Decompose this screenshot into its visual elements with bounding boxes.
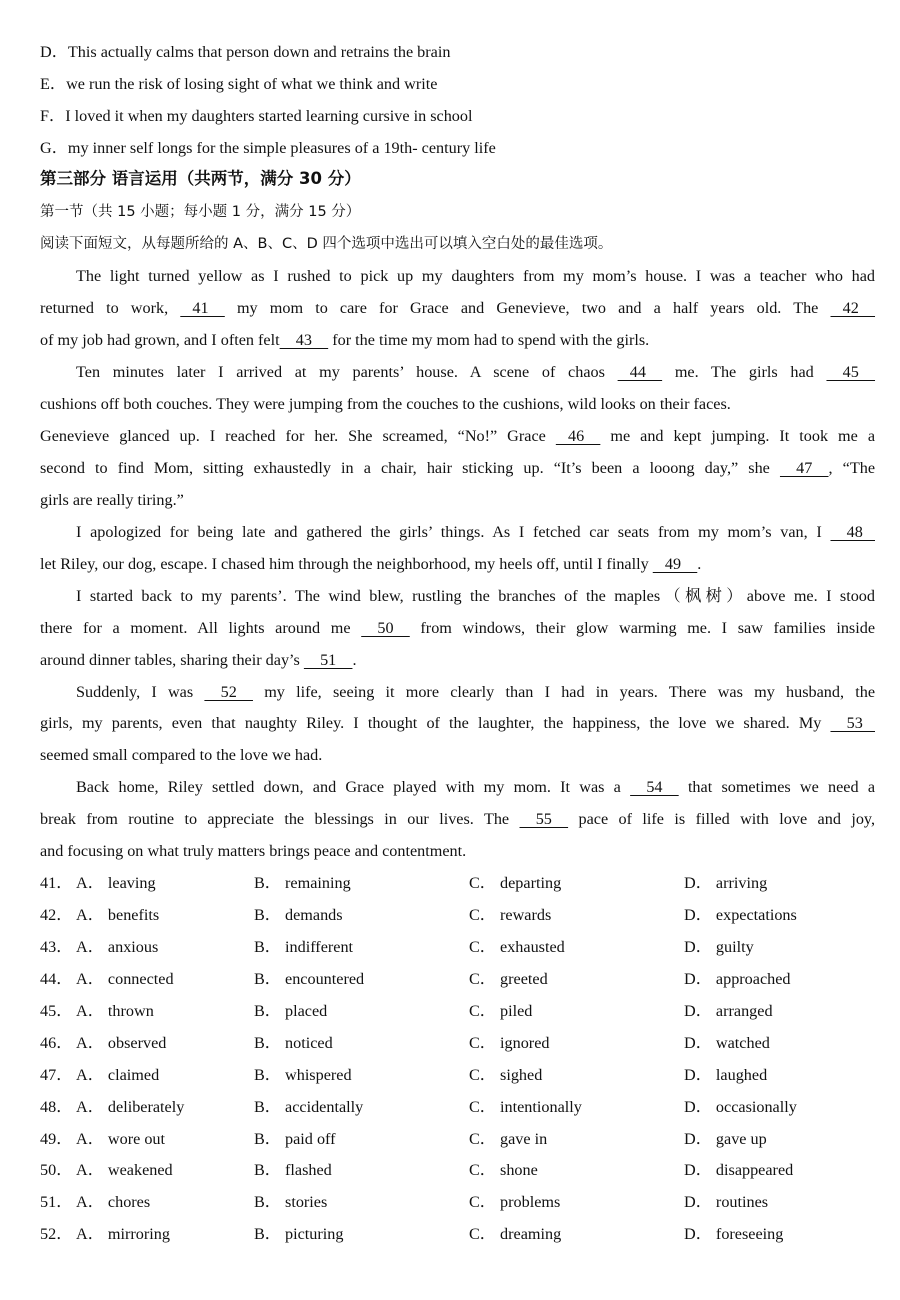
question-44: 44． A． connected B． encountered C． greeted D． approached — [40, 970, 791, 988]
question-51: 51． A． chores B． stories C． problems D． routines — [40, 1193, 769, 1211]
passage-line: Back home, Riley settled down, and Grace played with my mom. It was a 54 that sometimes we need a — [76, 778, 876, 796]
section1-heading: 第一节（共 15 小题；每小题 1 分，满分 15 分） — [40, 204, 361, 220]
passage-line: let Riley, our dog, escape. I chased him through the neighborhood, my heels off, until I finally 49 . — [40, 555, 702, 573]
question-45: 45． A． thrown B． placed C． piled D． arranged — [40, 1002, 773, 1020]
blank-46: 46 — [555, 427, 601, 445]
blank-47: 47 — [779, 459, 829, 477]
blank-53: 53 — [830, 714, 875, 732]
question-47: 47． A． claimed B． whispered C． sighed D． laughed — [40, 1066, 768, 1084]
passage-line: girls are really tiring.” — [40, 491, 184, 509]
blank-42: 42 — [830, 299, 876, 317]
passage-line: of my job had grown, and I often felt 43 for the time my mom had to spend with the girls. — [40, 331, 650, 349]
question-50: 50． A． weakened B． flashed C． shone D． disappeared — [40, 1161, 794, 1179]
passage-line: I started back to my parents’. The wind blew, rustling the branches of the maples（枫树）above me. I stood — [76, 587, 875, 605]
directions: 阅读下面短文，从每题所给的 A、B、C、D 四个选项中选出可以填入空白处的最佳选项。 — [40, 236, 613, 252]
blank-45: 45 — [826, 363, 876, 381]
blank-43: 43 — [279, 331, 329, 349]
option-e: E．we run the risk of losing sight of what we think and write — [40, 75, 438, 93]
option-d: D．This actually calms that person down and retrains the brain — [40, 43, 451, 61]
question-42: 42． A． benefits B． demands C． rewards D． expectations — [40, 906, 797, 924]
passage-line: and focusing on what truly matters brings peace and contentment. — [40, 842, 467, 860]
question-46: 46． A． observed B． noticed C． ignored D． watched — [40, 1034, 770, 1052]
passage-line: I apologized for being late and gathered the girls’ things. As I fetched car seats from my mom’s van, I 48 — [76, 523, 875, 541]
blank-44: 44 — [617, 363, 663, 381]
passage-line: seemed small compared to the love we had. — [40, 746, 323, 764]
passage-line: girls, my parents, even that naughty Riley. I thought of the laughter, the happiness, the love we shared. My 53 — [40, 714, 875, 732]
part3-heading: 第三部分 语言运用（共两节，满分 30 分） — [40, 169, 361, 188]
passage-line: Suddenly, I was 52 my life, seeing it more clearly than I had in years. There was my husband, the — [76, 683, 876, 701]
blank-51: 51 — [303, 651, 353, 669]
question-43: 43． A． anxious B． indifferent C． exhausted D． guilty — [40, 938, 754, 956]
passage-line: Genevieve glanced up. I reached for her. She screamed, “No!” Grace 46 me and kept jumping. It took me a — [40, 427, 876, 445]
question-49: 49． A． wore out B． paid off C． gave in D． gave up — [40, 1130, 767, 1148]
passage-line: break from routine to appreciate the blessings in our lives. The 55 pace of life is filled with love and joy, — [40, 810, 876, 828]
option-g: G．my inner self longs for the simple pleasures of a 19th- century life — [40, 139, 496, 157]
passage-line: Ten minutes later I arrived at my parents’ house. A scene of chaos 44 me. The girls had 45 — [76, 363, 876, 381]
blank-41: 41 — [180, 299, 225, 317]
passage-line: The light turned yellow as I rushed to pick up my daughters from my mom’s house. I was a teacher who had — [76, 267, 875, 285]
passage-line: second to find Mom, sitting exhaustedly in a chair, hair sticking up. “It’s been a looong day,” she 47 , “The — [40, 459, 875, 477]
passage-line: there for a moment. All lights around me 50 from windows, their glow warming me. I saw families inside — [40, 619, 876, 637]
blank-52: 52 — [204, 683, 253, 701]
question-52: 52． A． mirroring B． picturing C． dreaming D． foreseeing — [40, 1225, 784, 1243]
passage-line: cushions off both couches. They were jumping from the couches to the cushions, wild looks on their faces. — [40, 395, 731, 413]
blank-54: 54 — [630, 778, 679, 796]
blank-55: 55 — [519, 810, 569, 828]
question-41: 41． A． leaving B． remaining C． departing D． arriving — [40, 874, 768, 892]
blank-50: 50 — [361, 619, 410, 637]
question-48: 48． A． deliberately B． accidentally C． intentionally D． occasionally — [40, 1098, 797, 1116]
passage-line: returned to work, 41 my mom to care for Grace and Genevieve, two and a half years old. The 42 — [40, 299, 876, 317]
passage-line: around dinner tables, sharing their day’s 51 . — [40, 651, 357, 669]
blank-49: 49 — [652, 555, 698, 573]
option-f: F．I loved it when my daughters started learning cursive in school — [40, 107, 473, 125]
blank-48: 48 — [830, 523, 875, 541]
